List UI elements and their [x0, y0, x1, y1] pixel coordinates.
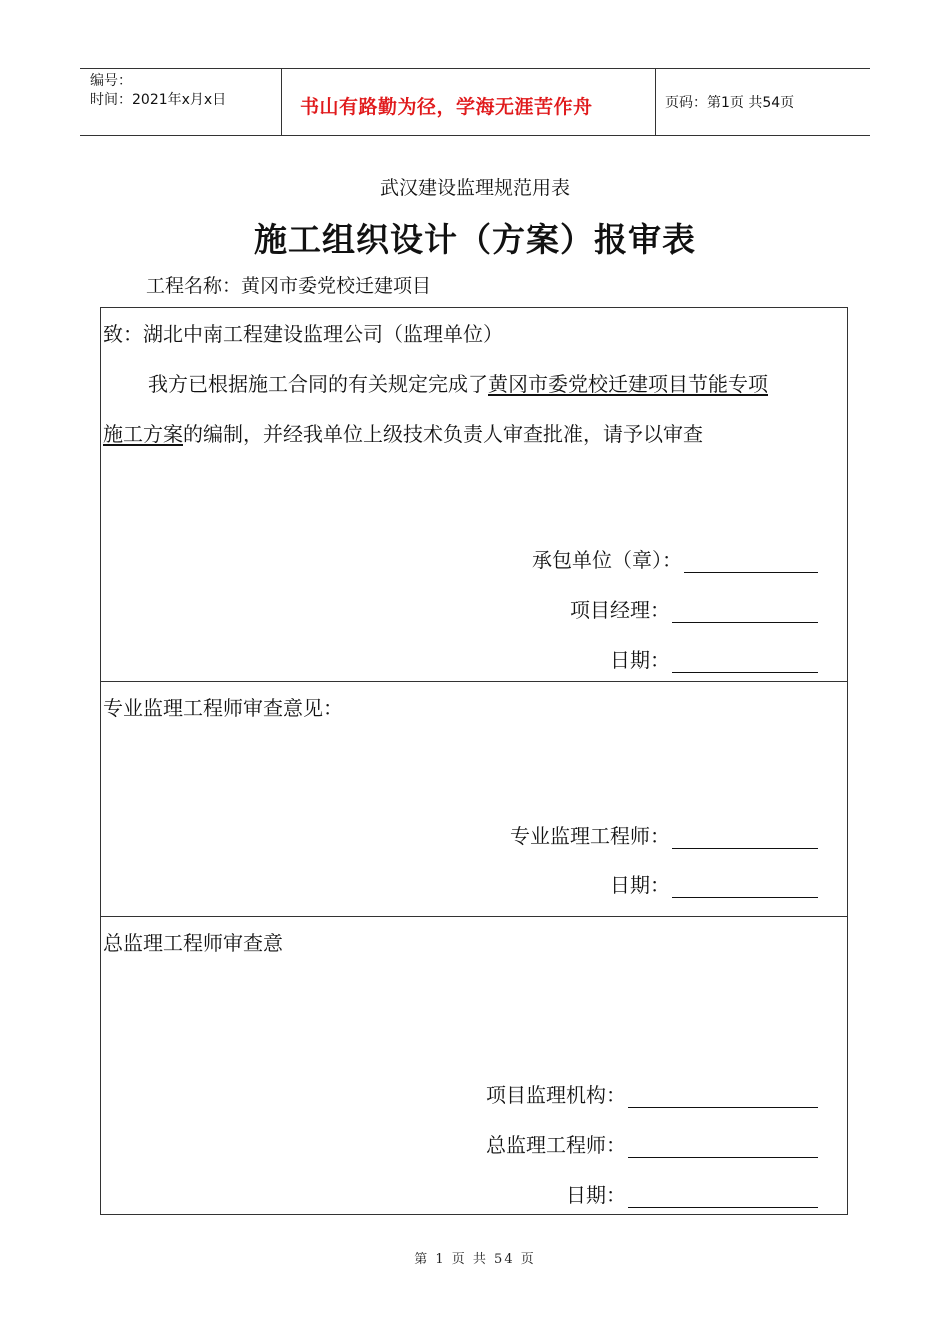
section-divider-1	[100, 681, 848, 682]
header-top-rule	[80, 68, 870, 69]
pm-signature-line[interactable]	[672, 600, 818, 623]
contractor-date-line[interactable]	[672, 650, 818, 673]
chief-date-row	[566, 1179, 818, 1208]
request-suffix: 的编制，并经我单位上级技术负责人审查批准，请予以审查	[183, 422, 703, 446]
plan-name-part2: 施工方案	[103, 422, 183, 446]
engineer-date-line[interactable]	[672, 875, 818, 898]
serial-label: 编号：	[90, 73, 132, 89]
engineer-review-heading: 专业监理工程师审查意见：	[103, 696, 343, 720]
project-name: 工程名称：黄冈市委党校迁建项目	[146, 275, 432, 297]
engineer-date-label: 日期：	[610, 873, 670, 897]
chief-signature-row	[486, 1129, 818, 1158]
org-signature-row	[486, 1079, 818, 1108]
request-prefix: 我方已根据施工合同的有关规定完成了	[148, 372, 488, 396]
chief-date-label: 日期：	[566, 1183, 626, 1207]
contractor-date-row	[610, 644, 818, 673]
page-footer: 第 1 页 共 54 页	[414, 1252, 536, 1267]
chief-signature-line[interactable]	[628, 1135, 818, 1158]
page-label: 页码：第1页 共54页	[665, 95, 795, 111]
pm-signature-row	[570, 594, 818, 623]
org-signature-line[interactable]	[628, 1085, 818, 1108]
header-bottom-rule	[80, 135, 870, 136]
chief-date-line[interactable]	[628, 1185, 818, 1208]
date-label: 时间：2021年x月x日	[90, 92, 227, 108]
pm-label: 项目经理：	[570, 598, 670, 622]
addressee-line: 致：湖北中南工程建设监理公司（监理单位）	[103, 322, 503, 346]
form-subtitle: 武汉建设监理规范用表	[379, 177, 570, 199]
engineer-date-row	[610, 869, 818, 898]
contractor-signature-row	[532, 544, 818, 573]
contractor-signature-line[interactable]	[684, 550, 818, 573]
request-paragraph-line1	[148, 370, 768, 398]
chief-label: 总监理工程师：	[486, 1133, 626, 1157]
header-divider-left	[281, 68, 282, 136]
chief-review-heading: 总监理工程师审查意	[103, 931, 283, 955]
engineer-label: 专业监理工程师：	[510, 824, 670, 848]
org-label: 项目监理机构：	[486, 1083, 626, 1107]
form-title: 施工组织设计（方案）报审表	[254, 220, 696, 259]
motto-text: 书山有路勤为径，学海无涯苦作舟	[300, 96, 593, 118]
engineer-signature-row	[510, 820, 818, 849]
contractor-date-label: 日期：	[610, 648, 670, 672]
plan-name-part1: 黄冈市委党校迁建项目节能专项	[488, 372, 768, 396]
contractor-label: 承包单位（章）：	[532, 548, 682, 572]
header-divider-right	[655, 68, 656, 136]
engineer-signature-line[interactable]	[672, 826, 818, 849]
section-divider-2	[100, 916, 848, 917]
request-paragraph-line2	[103, 420, 703, 448]
